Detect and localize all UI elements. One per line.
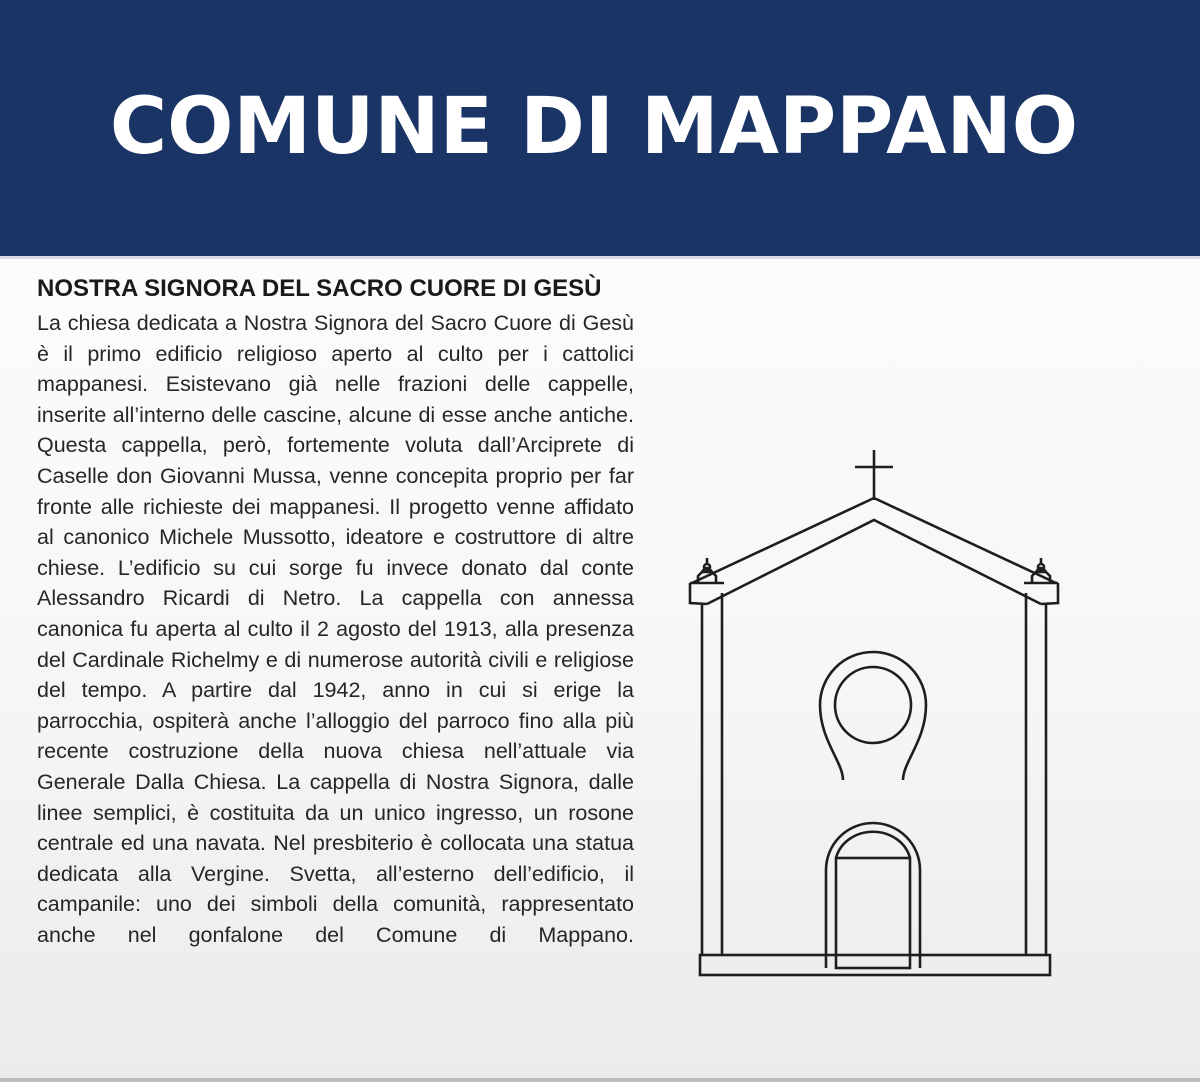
door-arch-inner — [836, 832, 910, 858]
article-title: NOSTRA SIGNORA DEL SACRO CUORE DI GESÙ — [37, 275, 602, 302]
church-base — [700, 955, 1050, 975]
rose-window-inner — [835, 667, 911, 743]
church-door — [836, 858, 910, 968]
left-cornice — [690, 583, 724, 604]
page-title: COMUNE DI MAPPANO — [109, 82, 1079, 172]
roof-inner — [707, 520, 1041, 604]
bottom-border — [0, 1078, 1200, 1082]
church-facade-icon — [680, 440, 1070, 980]
door-arch — [826, 823, 920, 968]
article — [37, 272, 634, 950]
header-banner — [0, 0, 1200, 256]
right-cornice — [1024, 583, 1058, 604]
article-body: La chiesa dedicata a Nostra Signora del Sacro Cuore di Gesù è il primo edificio religioso aperto al culto per i cattolici mappanesi. Esistevano già nelle frazioni delle cappelle, inserite all’interno delle cascine, alcune di esse anche antiche. Questa cappella, però, fortemente voluta dall’Arciprete di Caselle don Giovanni Mussa, venne concepita proprio per far fronte alle richieste dei mappanesi. Il progetto venne affidato al canonico Michele Mussotto, ideatore e costruttore di altre chiese. L’edificio su cui sorge fu invece donato dal conte Alessandro Ricardi di Netro. La cappella con annessa canonica fu aperta al culto il 2 agosto del 1913, alla presenza del Cardinale Richelmy e di numerose autorità civili e religiose del tempo. A partire dal 1942, anno in cui si erige la parrocchia, ospiterà anche l’alloggio del parroco fino alla più recente costruzione della nuova chiesa nell’attuale via Generale Dalla Chiesa. La cappella di Nostra Signora, dalle linee semplici, è costituita da un unico ingresso, un rosone centrale ed una navata. Nel presbiterio è collocata una statua dedicata alla Vergine. Svetta, all’esterno dell’edificio, il campanile: uno dei simboli della comunità, rappresentato anche nel gonfalone del Comune di Mappano. — [37, 311, 634, 947]
roof-outer — [692, 498, 1056, 583]
church-illustration — [680, 440, 1070, 980]
header-divider — [0, 256, 1200, 259]
